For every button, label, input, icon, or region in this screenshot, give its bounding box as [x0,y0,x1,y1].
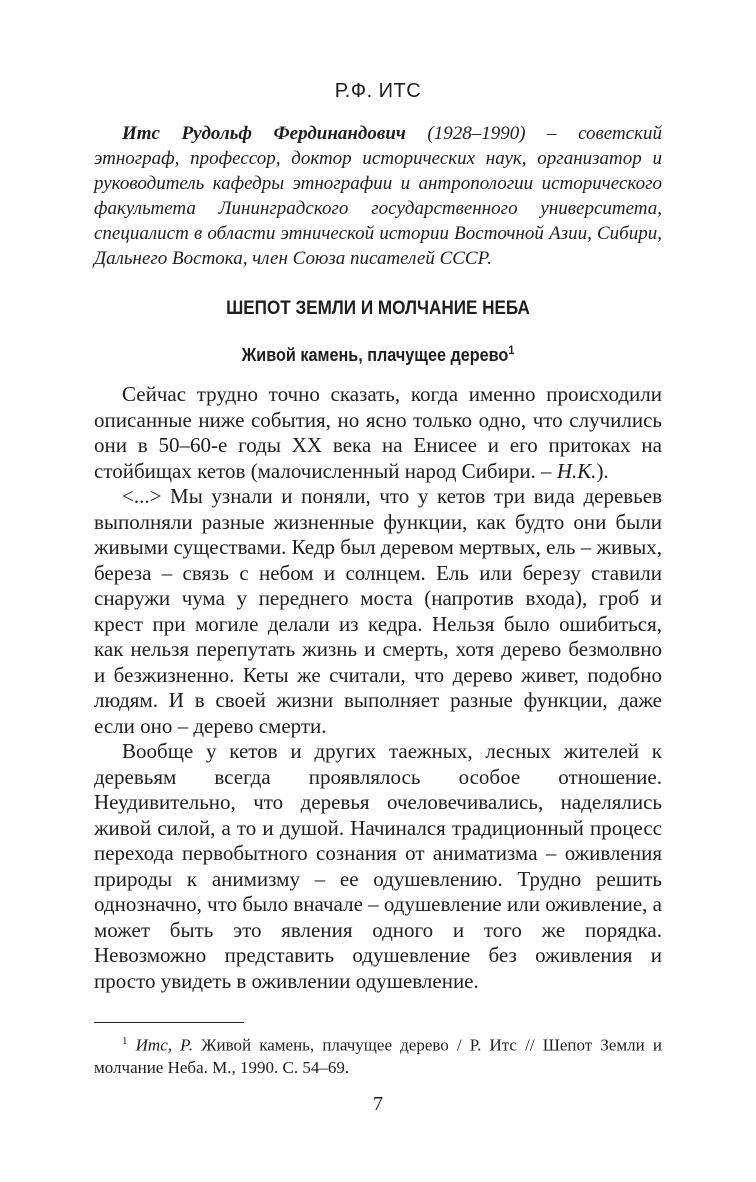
chapter-subtitle-text: Живой камень, плачущее дерево [241,345,509,365]
footnote-text: Живой камень, плачущее дерево / Р. Итс // Шепот Земли и молчание Неба. М., 1990. С. 54–69. [94,1035,663,1077]
chapter-subtitle [122,343,633,366]
footnote [94,1030,662,1079]
paragraph-1-end: ). [596,458,609,483]
running-head: Р.Ф. ИТС [334,80,422,102]
page-number: 7 [373,1093,383,1115]
footnote-author: Итс, Р. [135,1035,194,1055]
footnote-reference: 1 [508,343,515,357]
book-page [94,0,662,1182]
paragraph-2: <...> Мы узнали и поняли, что у кетов три вида деревьев выполняли разные жизненные функции, как будто они были живыми существами. Кедр был деревом мертвых, ель – живых, береза – связь с небом и солнцем. Ель или березу ставили снаружи чума у переднего моста (напротив входа), гроб и крест при могиле делали из кедра. Нельзя было ошибиться, как нельзя перепутать жизнь и смерть, хотя дерево безмолвно и безжизненно. Кеты же считали, что дерево живет, подобно людям. И в своей жизни выполняет разные функции, даже если оно – дерево смерти. [94,484,662,738]
paragraph-3: Вообще у кетов и других таежных, лесных жителей к деревьям всегда проявлялось особое отношение. Неудивительно, что деревья очеловечивались, наделялись живой силой, а то и душой. Начинался традиционный процесс перехода первобытного сознания от аниматизма – оживления природы к анимизму – ее одушевлению. Трудно решить однозначно, что было вначале – одушевление или оживление, а может быть это явления одного и того же порядка. Невозможно представить одушевление без оживления и просто увидеть в оживлении одушевление. [94,739,662,993]
body-text [94,382,662,994]
paragraph-1-text: Сейчас трудно точно сказать, когда именно происходили описанные ниже события, но ясно только одно, что случились они в 50–60-е годы XX века на Енисее и его притоках на стойбищах кетов (малочисленный народ Сибири. – [94,382,662,483]
footnote-mark: 1 [122,1035,128,1047]
footnote-divider [94,1022,244,1023]
section-title: ШЕПОТ ЗЕМЛИ И МОЛЧАНИЕ НЕБА [226,298,530,319]
author-name: Итс Рудольф Фердинандович [122,123,406,144]
author-bio-text: (1928–1990) – советский этнограф, профессор, доктор исторических наук, организатор и руководитель кафедры этнографии и антропологии исторического факультета Лининградского государственного университета, специалист в области этнической истории Восточной Азии, Сибири, Дальнего Востока, член Союза писателей СССР. [94,123,662,269]
paragraph-1 [94,382,662,484]
author-bio [94,121,662,271]
editor-initials: Н.К. [556,458,597,483]
